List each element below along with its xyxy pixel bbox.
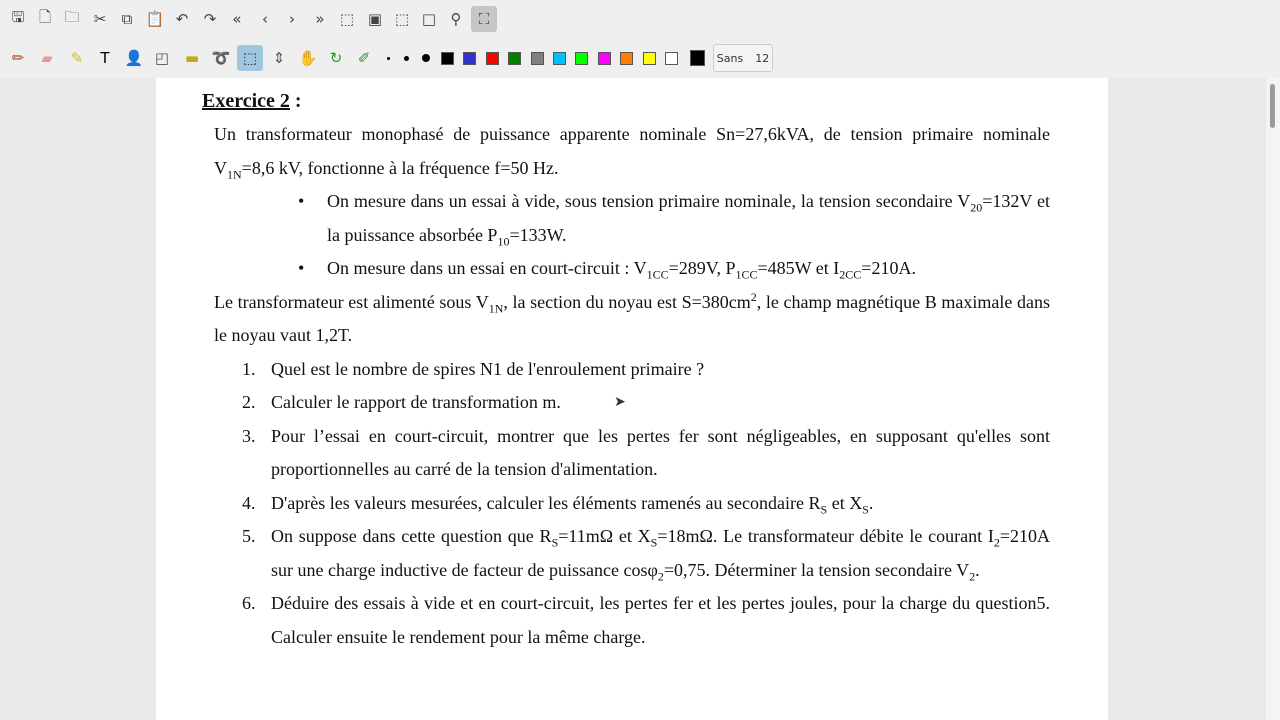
default-tool-icon[interactable]: ↻ [329,49,343,67]
subscript: S [650,535,658,550]
text-segment: Le transformateur est alimenté sous V [214,291,489,312]
last-page-icon[interactable]: » [315,10,325,28]
subscript: S [862,502,869,517]
image-tool-icon[interactable]: 👤 [124,49,144,67]
previous-page-icon[interactable]: ‹ [262,10,268,28]
question-item [242,353,1050,387]
subscript: 2 [969,569,976,584]
next-page-icon[interactable]: › [289,10,295,28]
zoom-fit-icon[interactable]: ▣ [367,10,383,28]
bullet-item [327,252,1050,286]
text-segment: Un transformateur monophasé de puissance apparente nominale Sn=27,6kVA, de tension primaire nominale V [214,124,1050,178]
tools-toolbar [0,39,1280,78]
fullscreen-icon[interactable]: □ [421,10,437,28]
color-swatch[interactable] [463,52,476,65]
first-page-icon[interactable]: « [232,10,242,28]
text-segment: D'après les valeurs mesurées, calculer les éléments ramenés au secondaire R [271,492,821,513]
subscript: 2 [993,535,1000,550]
mouse-cursor-icon: ➤ [614,394,626,410]
shape-tool-icon[interactable]: ◰ [154,49,170,67]
superscript: 2 [750,289,757,304]
subscript: 2 [657,569,664,584]
subscript: 10 [497,234,510,249]
document-canvas [0,78,1266,720]
text-segment: et X [827,492,863,513]
undo-icon[interactable]: ↶ [175,10,189,28]
text-segment: =133W. [509,224,567,245]
text-segment: =485W et I [757,258,840,278]
font-button[interactable] [713,44,773,72]
subscript: S [820,502,828,517]
color-swatch[interactable] [441,52,454,65]
question-number: 2. [242,392,256,412]
current-color-swatch[interactable] [690,50,705,66]
text-segment: =289V, P [668,258,736,278]
main-toolbar [0,0,1280,39]
rect-select-icon[interactable]: ⬚ [237,45,263,71]
subscript: 1N [488,301,504,316]
title-suffix: : [289,90,302,112]
bullet-item [327,185,1050,252]
subscript: 1CC [646,267,669,282]
text-segment: =132V et la puissance absorbée P [327,191,1050,245]
color-swatch[interactable] [665,52,678,65]
text-segment: =210A sur une charge inductive de facteur de puissance cosφ [271,526,1050,580]
color-swatch[interactable] [575,52,588,65]
text-segment: Déduire des essais à vide et en court-circuit, les pertes fer et les pertes joules, pour la charge du question5. Calculer ensuite le rendement pour la même charge. [271,593,1050,647]
vertical-scrollbar[interactable] [1266,78,1280,720]
question-number: 4. [242,492,256,513]
zoom-out-icon[interactable]: ⬚ [339,10,355,28]
open-folder-icon[interactable]: 🗀 [64,7,80,26]
question-number: 1. [242,358,256,379]
text-segment: . [975,559,980,580]
question-item [242,386,1050,420]
pen-size-thin[interactable] [387,57,390,60]
subscript: 1CC [735,267,758,282]
redo-icon[interactable]: ↷ [203,10,217,28]
font-name: Sans [716,51,744,65]
text-segment: Quel est le nombre de spires N1 de l'enroulement primaire ? [271,358,705,379]
vertical-space-icon[interactable]: ⇕ [272,49,286,67]
question-item [242,420,1050,487]
text-segment: Pour l’essai en court-circuit, montrer que les pertes fer sont négligeables, en supposant qu'elles sont proportionnelles au carré de la tension d'alimentation. [271,425,1050,479]
pen-default-icon[interactable]: ✐ [357,49,371,67]
text-segment: . [868,492,874,513]
question-item [242,520,1050,587]
pen-size-thick[interactable] [422,54,430,62]
zoom-in-icon[interactable]: ⬚ [394,10,410,28]
question-item [242,487,1050,521]
color-swatch[interactable] [643,52,656,65]
text-segment: =11mΩ et X [558,526,651,546]
text-segment: =210A. [861,258,916,278]
color-swatch[interactable] [553,52,566,65]
hand-tool-icon[interactable]: ✋ [298,49,318,67]
subscript: 20 [970,200,983,215]
subscript: 2CC [839,267,862,282]
presentation-mode-icon[interactable]: ⛶ [471,6,497,32]
exercise-text [202,85,1050,654]
question-number: 6. [242,593,256,613]
highlighter-icon[interactable]: ✎ [70,49,84,67]
color-swatch[interactable] [508,52,521,65]
color-swatch[interactable] [598,52,611,65]
new-document-icon[interactable]: 🗋 [38,7,52,26]
question-number: 5. [242,526,256,546]
text-segment: On suppose dans cette question que R [271,526,552,546]
text-segment: =8,6 kV, fonctionne à la fréquence f=50 Hz. [241,157,559,178]
question-item [242,587,1050,654]
text-segment: , le champ magnétique B maximale dans le noyau vaut 1,2T. [214,291,1050,345]
color-swatch[interactable] [620,52,633,65]
paragraph [214,118,1050,185]
exercise-title [202,85,1050,118]
text-segment: , la section du noyau est S=380cm [503,291,751,312]
page [156,78,1108,720]
text-segment: On mesure dans un essai en court-circuit : V [327,258,647,278]
title-text: Exercice 2 [202,90,290,112]
paste-icon[interactable]: 📋 [145,10,165,28]
pen-icon[interactable]: ✏ [11,49,25,67]
question-number: 3. [242,425,256,446]
ruler-icon[interactable]: ▬ [184,49,200,67]
text-tool-icon[interactable]: T [100,49,110,67]
subscript: 1N [227,167,242,182]
paragraph [214,286,1050,353]
zoom-icon[interactable]: ⚲ [450,10,462,28]
text-segment: =0,75. Déterminer la tension secondaire V [663,559,970,580]
copy-icon[interactable]: ⧉ [121,10,133,28]
color-swatch[interactable] [531,52,544,65]
scrollbar-thumb[interactable] [1270,84,1275,128]
text-segment: On mesure dans un essai à vide, sous tension primaire nominale, la tension secondaire V [327,191,971,211]
font-size: 12 [755,51,770,65]
color-swatch[interactable] [486,52,499,65]
subscript: S [551,535,559,550]
text-segment: =18mΩ. Le transformateur débite le courant I [657,526,994,546]
lasso-icon[interactable]: ➰ [211,49,231,67]
pen-size-medium[interactable] [404,56,409,61]
eraser-icon[interactable]: ▰ [41,49,53,67]
text-segment: Calculer le rapport de transformation m. [271,392,561,412]
save-icon[interactable]: 🖫 [11,7,25,26]
cut-icon[interactable]: ✂ [93,10,107,28]
